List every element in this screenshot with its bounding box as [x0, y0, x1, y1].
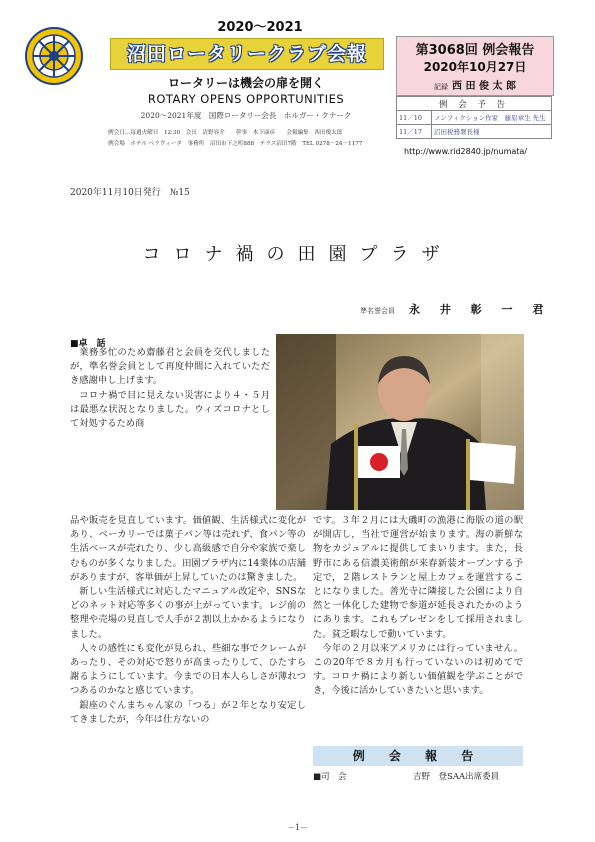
club-name-banner: [110, 38, 384, 70]
slogan-en: ROTARY OPENS OPPORTUNITIES: [147, 92, 345, 106]
article-text-right: [313, 514, 523, 699]
paragraph: 人々の感性にも変化が見られ、些細な事でクレームがあったり、その対応で怒りが高まったりして、ひたすら謝るようにしています。今までの日本人らしさが薄れつつあるのかなと感じています。: [70, 642, 306, 697]
schedule-title: 例 会 予 告: [397, 97, 552, 111]
schedule-row: [397, 125, 552, 139]
club-name: 沼田ロータリークラブ会報: [126, 43, 367, 65]
paragraph: 業務多忙のため齋藤君と会員を交代しましたが，準名誉会員として再度仲間に入れていただき感謝申し上げます。: [70, 347, 270, 387]
paragraph: です。３年２月には大磯町の漁港に海版の道の駅が開店し，当社で運営が始まります。海の新鮮な物をカジュアルに提供してまいります。また，長野市にある信濃美術館が来春新装オープンする予定で，２階レストランと屋上カフェを運営することになりました。善光寺に隣接した公園により自然と一体化した建物で参道が延長されたかのようにあります。これもプレゼンをして採用されました。貧乏暇なしで動いています。: [313, 515, 523, 640]
club-venue-line: 例会場 ホテル ベラヴィータ 事務所 沼田市下之町888 テラス沼田7階 TEL 0278－24－1177: [108, 141, 363, 147]
schedule-row: [397, 111, 552, 125]
report-role: ■司 会: [313, 772, 347, 782]
speaker-photo: [276, 334, 524, 510]
paragraph: コロナ禍で目に見えない災害により４・５月は最悪な状況となりました。ウィズコロナとして対処するため商: [70, 389, 270, 430]
article-text-left: [70, 514, 306, 727]
paragraph: 新しい生活様式に対応したマニュアル改定や、SNSなどのネット対応等多くの事が上がっています。レジ前の整理や売場の見直しで人手が２割以上かかるようになりました。: [70, 586, 306, 640]
recorder-label: 記録: [434, 83, 449, 91]
issue-date: 2020年10月27日: [423, 60, 527, 74]
paragraph: 銀座のぐんまちゃん家の「つる」が２年となり安定してきましたが，今年は仕方ないの: [70, 699, 306, 725]
slogan-jp: ロータリーは機会の扉を開く: [167, 76, 324, 90]
publication-date: 2020年11月10日発行 №15: [70, 188, 190, 198]
speaker-name: 永 井 彰 一 君: [409, 303, 552, 316]
speaker-role: 準名誉会員: [360, 307, 395, 315]
president-line: 2020～2021年度 国際ロータリー会長 ホルガー・クナーク: [140, 111, 352, 120]
rotary-wheel-icon: [24, 26, 84, 86]
report-heading: 例 会 報 告: [313, 746, 523, 766]
article-text-left-top: [70, 346, 270, 431]
issue-number: 第3068回 例会報告: [415, 43, 535, 58]
page-number: －1－: [286, 823, 309, 832]
speaker-line: [360, 301, 551, 317]
paragraph: 今年の２月以来アメリカには行っていません。この20年で８カ月も行っていないのは初めてです。コロナ禍により新しい価値観を学ぶことができ，今後に活かしていきたいと思います。: [313, 642, 523, 697]
issue-box: [396, 36, 554, 96]
schedule-text: ノンフィクション作家 藤原章生 先生: [432, 111, 552, 125]
club-info-line: 例会日…毎週火曜日 12:30 会長 清野容介 幹事 木下康彦 会報編集 西田俊太郎: [108, 130, 343, 136]
article-title: コロナ禍の田園プラザ: [142, 244, 453, 265]
recorder-name: 西 田 俊 太 郎: [452, 81, 516, 92]
club-url: http://www.rid2840.jp/numata/: [404, 147, 528, 156]
schedule-text: 沼田税務署長様: [432, 125, 552, 139]
schedule-date: 11／10: [397, 111, 432, 125]
section-label: ■卓 話: [70, 339, 106, 349]
meeting-schedule: [396, 96, 552, 139]
paragraph: 品や販売を見直しています。価値観、生活様式に変化があり、ベーカリーでは菓子パン等は売れず、食パン等の生活ベースが売れたり、少し高級感で自分や家族で楽しむものが多くなりました。田園プラザ内に14業体の店舗がありますが、客単価が上昇していたのは驚きました。: [70, 515, 306, 583]
report-person: 吉野 登SAA出席委員: [413, 772, 500, 782]
schedule-date: 11／17: [397, 125, 432, 139]
issue-recorder: [397, 77, 553, 92]
year-label: 2020～2021: [217, 20, 303, 35]
